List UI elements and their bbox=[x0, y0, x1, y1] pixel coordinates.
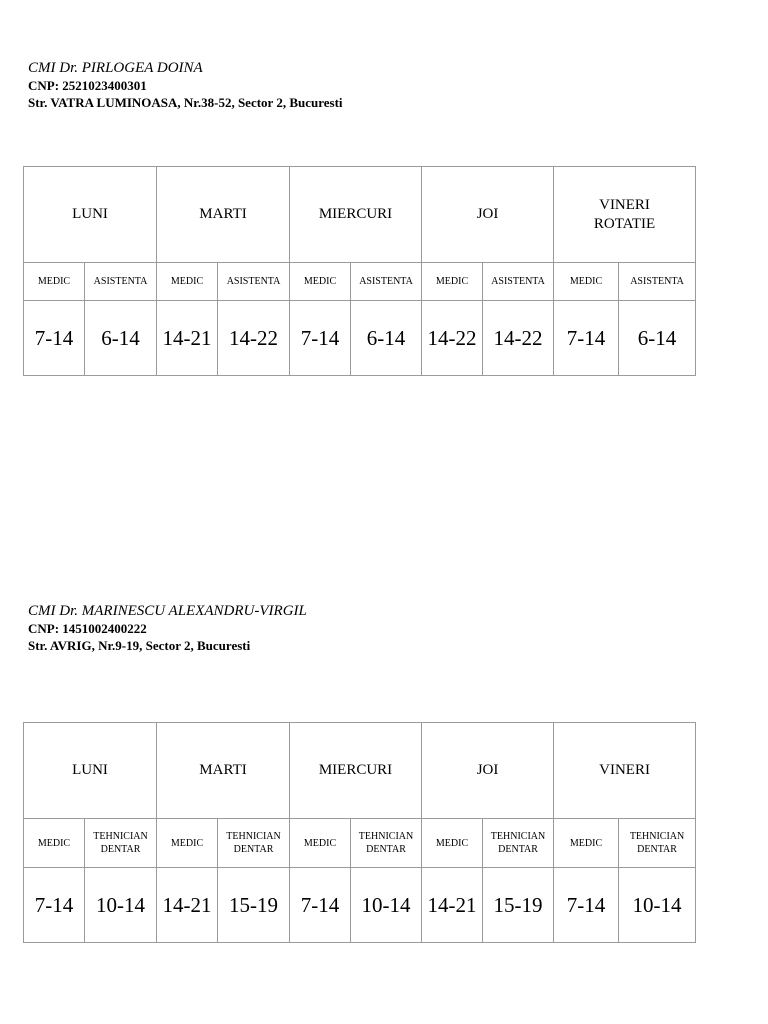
day-cell: VINERI ROTATIE bbox=[554, 167, 696, 263]
hours-cell: 14-21 bbox=[422, 868, 483, 943]
role-cell: TEHNICIAN DENTAR bbox=[619, 819, 696, 868]
day-cell: MIERCURI bbox=[290, 167, 422, 263]
role-cell: MEDIC bbox=[290, 263, 351, 301]
role-cell: TEHNICIAN DENTAR bbox=[351, 819, 422, 868]
clinic-name: CMI Dr. PIRLOGEA DOINA bbox=[28, 60, 203, 76]
day-cell: MARTI bbox=[157, 723, 290, 819]
hours-cell: 14-22 bbox=[422, 301, 483, 376]
role-header-row bbox=[24, 819, 696, 868]
role-cell: TEHNICIAN DENTAR bbox=[483, 819, 554, 868]
hours-cell: 6-14 bbox=[351, 301, 422, 376]
hours-cell: 10-14 bbox=[351, 868, 422, 943]
hours-cell: 7-14 bbox=[290, 868, 351, 943]
hours-cell: 7-14 bbox=[554, 868, 619, 943]
role-cell: MEDIC bbox=[554, 819, 619, 868]
role-cell: ASISTENTA bbox=[483, 263, 554, 301]
hours-cell: 14-21 bbox=[157, 868, 218, 943]
hours-cell: 14-22 bbox=[483, 301, 554, 376]
day-cell: JOI bbox=[422, 167, 554, 263]
hours-row bbox=[24, 301, 696, 376]
role-cell: MEDIC bbox=[422, 819, 483, 868]
day-cell: MIERCURI bbox=[290, 723, 422, 819]
clinic-cnp: CNP: 2521023400301 bbox=[28, 78, 147, 93]
hours-cell: 7-14 bbox=[554, 301, 619, 376]
clinic-name: CMI Dr. MARINESCU ALEXANDRU-VIRGIL bbox=[28, 603, 307, 619]
clinic-header bbox=[28, 603, 307, 654]
schedule-table bbox=[23, 166, 696, 376]
hours-cell: 10-14 bbox=[619, 868, 696, 943]
day-cell: LUNI bbox=[24, 723, 157, 819]
day-header-row bbox=[24, 167, 696, 263]
hours-cell: 14-22 bbox=[218, 301, 290, 376]
role-cell: MEDIC bbox=[290, 819, 351, 868]
hours-row bbox=[24, 868, 696, 943]
clinic-header bbox=[28, 60, 343, 111]
role-cell: ASISTENTA bbox=[85, 263, 157, 301]
role-cell: MEDIC bbox=[157, 819, 218, 868]
hours-cell: 6-14 bbox=[85, 301, 157, 376]
role-cell: MEDIC bbox=[422, 263, 483, 301]
role-cell: TEHNICIAN DENTAR bbox=[85, 819, 157, 868]
day-cell: LUNI bbox=[24, 167, 157, 263]
hours-cell: 10-14 bbox=[85, 868, 157, 943]
hours-cell: 6-14 bbox=[619, 301, 696, 376]
day-cell: MARTI bbox=[157, 167, 290, 263]
day-cell: JOI bbox=[422, 723, 554, 819]
hours-cell: 7-14 bbox=[290, 301, 351, 376]
hours-cell: 7-14 bbox=[24, 868, 85, 943]
role-cell: MEDIC bbox=[24, 263, 85, 301]
clinic-address: Str. VATRA LUMINOASA, Nr.38-52, Sector 2, Bucuresti bbox=[28, 95, 343, 110]
day-header-row bbox=[24, 723, 696, 819]
day-cell: VINERI bbox=[554, 723, 696, 819]
hours-cell: 15-19 bbox=[483, 868, 554, 943]
role-cell: MEDIC bbox=[24, 819, 85, 868]
clinic-cnp: CNP: 1451002400222 bbox=[28, 621, 147, 636]
hours-cell: 7-14 bbox=[24, 301, 85, 376]
hours-cell: 14-21 bbox=[157, 301, 218, 376]
role-cell: ASISTENTA bbox=[351, 263, 422, 301]
role-header-row bbox=[24, 263, 696, 301]
role-cell: MEDIC bbox=[157, 263, 218, 301]
role-cell: MEDIC bbox=[554, 263, 619, 301]
schedule-table bbox=[23, 722, 696, 943]
role-cell: ASISTENTA bbox=[619, 263, 696, 301]
role-cell: ASISTENTA bbox=[218, 263, 290, 301]
clinic-address: Str. AVRIG, Nr.9-19, Sector 2, Bucuresti bbox=[28, 638, 251, 653]
role-cell: TEHNICIAN DENTAR bbox=[218, 819, 290, 868]
hours-cell: 15-19 bbox=[218, 868, 290, 943]
